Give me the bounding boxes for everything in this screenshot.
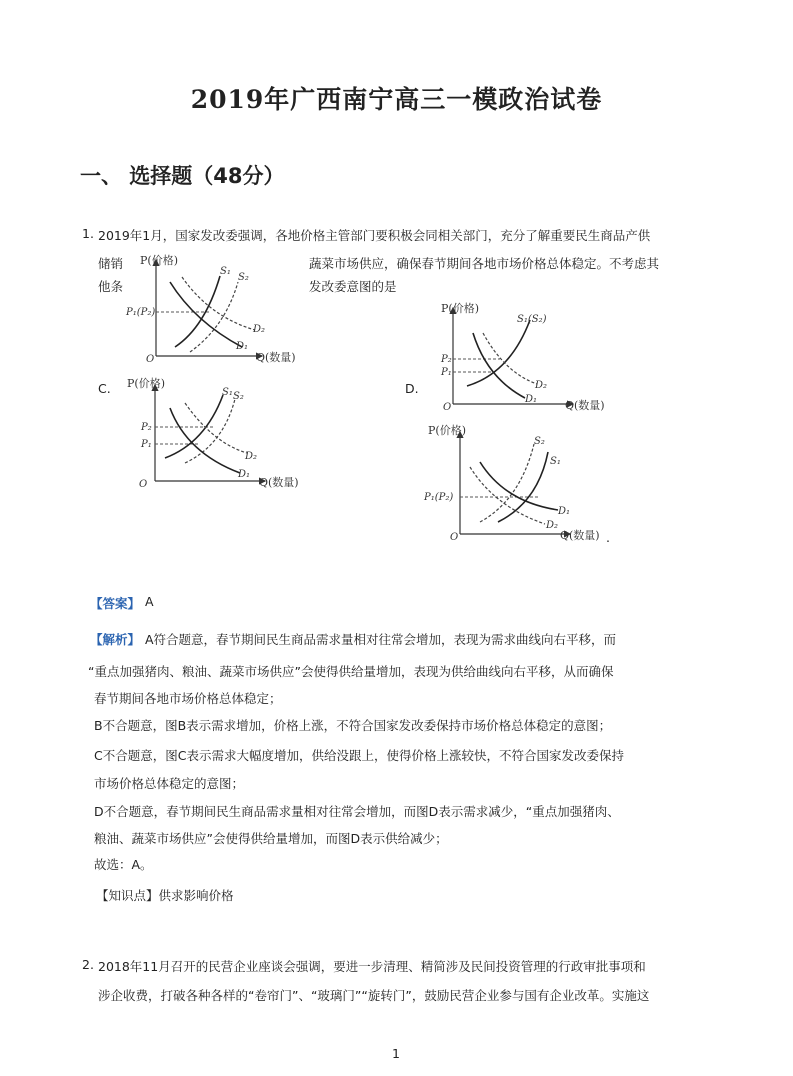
analysis-line1: A符合题意，春节期间民生商品需求量相对往常会增加，表现为需求曲线向右平移，而 [145, 632, 617, 647]
analysis-line8: 粮油、蔬菜市场供应”会使得供给量增加，而图D表示供给减少； [94, 831, 448, 846]
origin-label: O [450, 532, 459, 543]
q1-line2b: 蔬菜市场供应，确保春节期间各地市场价格总体稳定。不考虑其 [309, 256, 660, 271]
s2-label: S₂ [238, 272, 249, 283]
s2-label: S₂ [534, 436, 545, 447]
analysis-label: 【解析】 [90, 632, 141, 647]
supply-curve-s1 [165, 395, 223, 458]
origin-label: O [443, 402, 452, 413]
x-axis-label: Q(数量) [259, 476, 299, 489]
q2-number: 2. [82, 957, 94, 972]
price-label: P₁(P₂) [126, 307, 156, 318]
q1-number: 1. [82, 226, 94, 241]
demand-curve-d2 [182, 277, 255, 330]
y-axis-label: P(价格) [140, 254, 178, 267]
analysis-line2: “重点加强猪肉、粮油、蔬菜市场供应”会使得供给量增加，表现为供给曲线向右平移，从而确保 [88, 664, 614, 679]
y-axis-label: P(价格) [441, 302, 479, 315]
supply-curve-s1 [498, 452, 548, 522]
graph-d [420, 422, 615, 547]
q2-line1: 2018年11月召开的民营企业座谈会强调，要进一步清理、精简涉及民间投资管理的行政审批事项和 [98, 959, 646, 974]
knowledge-point: 【知识点】供求影响价格 [96, 888, 234, 903]
s1-label: S₁ [550, 456, 561, 467]
d1-label: D₁ [236, 341, 249, 352]
p2-label: P₂ [141, 422, 152, 433]
d1-label: D₁ [558, 506, 571, 517]
d1-label: D₁ [238, 469, 251, 480]
demand-curve-d1 [480, 462, 558, 510]
s2-label: S₂ [233, 391, 244, 402]
d2-label: D₂ [253, 324, 266, 335]
q1-line3b: 发改委意图的是 [309, 279, 397, 294]
demand-curve-d1 [170, 408, 240, 473]
s1-label: S₁ [220, 266, 231, 277]
price-label: P₁(P₂) [424, 492, 454, 503]
analysis-line4: B不合题意，图B表示需求增加，价格上涨，不符合国家发改委保持市场价格总体稳定的意图； [94, 718, 612, 733]
demand-curve-d1 [473, 333, 525, 398]
d2-label: D₂ [245, 451, 258, 462]
q1-line1: 2019年1月，国家发改委强调，各地价格主管部门要积极会同相关部门，充分了解重要民生商品产供 [98, 228, 651, 243]
x-axis-label: Q(数量) [565, 399, 605, 412]
page-number: 1 [392, 1046, 400, 1061]
origin-label: O [146, 354, 155, 365]
analysis-line7: D不合题意，春节期间民生商品需求量相对往常会增加，而图D表示需求减少，“重点加强猪肉、 [94, 804, 620, 819]
x-axis-label: Q(数量) [560, 529, 600, 542]
graph-b [425, 298, 625, 416]
p2-label: P₂ [441, 354, 452, 365]
section-heading: 一、 选择题（48分） [80, 164, 285, 188]
supply-curve-s2 [480, 444, 534, 522]
y-axis-label: P(价格) [428, 424, 466, 437]
option-d-label: D. [405, 381, 419, 396]
option-c-label: C. [98, 381, 111, 396]
page-title: 2019年广西南宁高三一模政治试卷 [190, 85, 603, 114]
d2-label: D₂ [535, 380, 548, 391]
graph-a [120, 252, 310, 367]
d1-label: D₁ [525, 394, 538, 405]
q1-line3a: 他条 [98, 279, 124, 294]
s1-label: S₁ [222, 387, 233, 398]
answer-value: A [145, 594, 154, 609]
p1-label: P₁ [141, 439, 152, 450]
y-axis-label: P(价格) [127, 377, 165, 390]
origin-label: O [139, 479, 148, 490]
demand-curve-d1 [170, 282, 242, 347]
analysis-line5: C不合题意，图C表示需求大幅度增加，供给没跟上，使得价格上涨较快，不符合国家发改委保持 [94, 748, 624, 763]
demand-curve-d2 [483, 333, 537, 384]
graph-c [125, 373, 315, 493]
answer-label: 【答案】 [90, 596, 141, 611]
demand-curve-d2 [470, 467, 545, 524]
q2-line2: 涉企收费，打破各种各样的“卷帘门”、“玻璃门”“旋转门”，鼓励民营企业参与国有企业改革。实施这 [98, 988, 650, 1003]
q1-line2a: 储销 [98, 256, 124, 271]
analysis-line6: 市场价格总体稳定的意图； [94, 776, 245, 791]
p1-label: P₁ [441, 367, 452, 378]
s-label: S₁(S₂) [517, 314, 547, 325]
q1-trailing-period: . [606, 530, 610, 545]
x-axis-label: Q(数量) [256, 351, 296, 364]
analysis-line9: 故选：A。 [94, 857, 153, 872]
d2-label: D₂ [546, 520, 559, 531]
analysis-line3: 春节期间各地市场价格总体稳定； [94, 691, 282, 706]
